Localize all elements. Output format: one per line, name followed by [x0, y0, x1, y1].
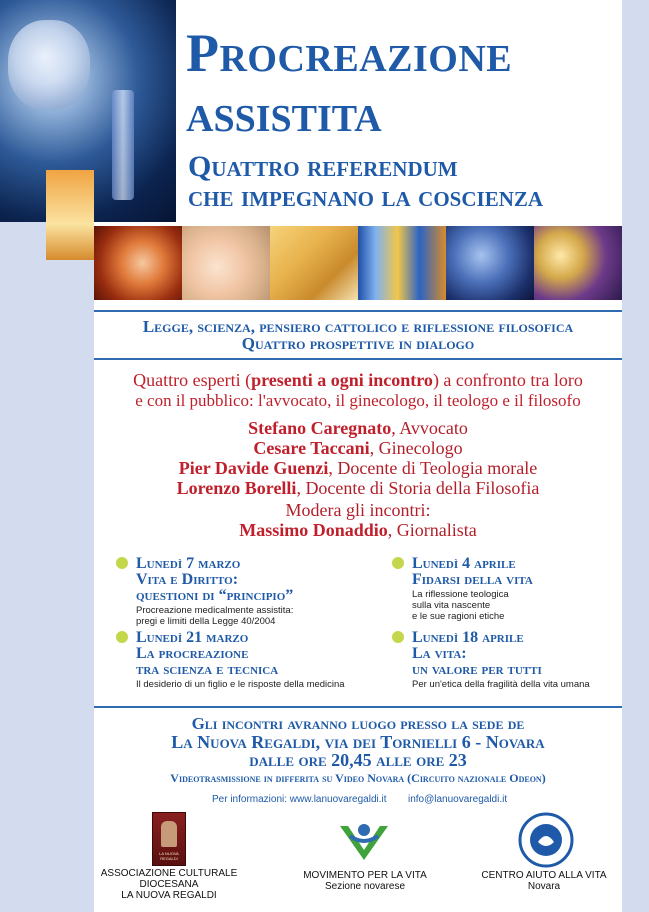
- theme-line1: Legge, scienza, pensiero cattolico e riflessione filosofica: [142, 317, 574, 336]
- nuova-regaldi-logo: [152, 812, 186, 866]
- glassware-photo: [270, 226, 358, 300]
- event-item: [116, 628, 366, 690]
- speaker-name: Lorenzo Borelli: [176, 478, 297, 498]
- organizer-caption: [94, 868, 244, 901]
- organizer-line: CENTRO AIUTO ALLA VITA: [481, 870, 607, 881]
- venue-line3: dalle ore 20,45 alle ore 23: [249, 750, 467, 770]
- event-date: Lunedì 7 marzo: [136, 555, 241, 572]
- intro-line2: e con il pubblico: l'avvocato, il ginecologo, il teologo e il filosofo: [135, 391, 581, 410]
- intro-text-bold: presenti a ogni incontro: [251, 370, 433, 390]
- bullet-dot-icon: [116, 631, 128, 643]
- colored-lights-photo: [534, 226, 622, 300]
- poster-subtitle-line2: che impegnano la coscienza: [188, 180, 544, 213]
- organizer-line: DIOCESANA: [139, 879, 199, 890]
- photo-strip: [94, 226, 622, 300]
- event-description: Procreazione medicalmente assistita:: [136, 605, 294, 616]
- embryo-photo: [94, 226, 182, 300]
- event-description: pregi e limiti della Legge 40/2004: [136, 616, 276, 627]
- organizer-caption: [290, 870, 440, 892]
- moderator-row: [94, 520, 622, 541]
- divider-theme: [94, 358, 622, 360]
- website-link[interactable]: Per informazioni: www.lanuovaregaldi.it: [212, 794, 387, 805]
- speaker-name: Cesare Taccani: [253, 438, 370, 458]
- event-description: La riflessione teologica: [412, 589, 509, 600]
- event-title: questioni di “principio”: [136, 587, 294, 604]
- event-date: Lunedì 21 marzo: [136, 629, 249, 646]
- organizer-line: Sezione novarese: [324, 881, 406, 892]
- moderator-label: [94, 500, 622, 521]
- speaker-role: , Avvocato: [391, 418, 468, 438]
- event-date: Lunedì 18 aprile: [412, 629, 524, 646]
- event-item: [392, 628, 612, 690]
- intro-text-post: ) a confronto tra loro: [432, 370, 583, 390]
- event-title: Vita e Diritto:: [136, 571, 239, 588]
- event-description: e le sue ragioni etiche: [412, 611, 505, 622]
- venue-line2: La Nuova Regaldi, via dei Tornielli 6 - Novara: [171, 732, 545, 752]
- bust-figure: [161, 821, 177, 847]
- divider-venue: [94, 706, 622, 708]
- bullet-dot-icon: [116, 557, 128, 569]
- event-title: Fidarsi della vita: [412, 571, 533, 588]
- right-side-band: [622, 0, 649, 912]
- event-item: [116, 554, 366, 630]
- event-title: La procreazione: [136, 645, 249, 662]
- test-tubes-photo: [358, 226, 446, 300]
- email-link[interactable]: info@lanuovaregaldi.it: [408, 794, 508, 805]
- moderator-name: Massimo Donaddio: [239, 520, 388, 540]
- event-item: [392, 554, 612, 630]
- event-description: Il desiderio di un figlio e le risposte della medicina: [136, 679, 345, 690]
- organizer-line: LA NUOVA REGALDI: [121, 890, 217, 901]
- event-title: tra scienza e tecnica: [136, 661, 279, 678]
- broadcast-note: Videotrasmissione in differita su Video Novara (Circuito nazionale Odeon): [170, 771, 546, 785]
- speaker-role: , Docente di Storia della Filosofia: [296, 478, 540, 498]
- organizer-line: ASSOCIAZIONE CULTURALE: [100, 868, 238, 879]
- speaker-row: [94, 458, 622, 479]
- speaker-row: [94, 438, 622, 459]
- intro-line1: [94, 370, 622, 391]
- event-title: un valore per tutti: [412, 661, 542, 678]
- researcher-figure: [8, 20, 90, 110]
- event-date: Lunedì 4 aprile: [412, 555, 516, 572]
- movimento-per-la-vita-logo: [336, 820, 392, 864]
- venue-line1: Gli incontri avranno luogo presso la sede de: [191, 714, 525, 733]
- speaker-name: Stefano Caregnato: [248, 418, 392, 438]
- speaker-row: [94, 478, 622, 499]
- theme-line2: Quattro prospettive in dialogo: [241, 334, 475, 353]
- logo-caption: LA NUOVA REGALDI: [159, 851, 179, 861]
- poster-title-line2: assistita: [186, 83, 382, 143]
- centro-aiuto-vita-logo: [518, 812, 574, 868]
- poster-title-line1: Procreazione: [186, 23, 513, 83]
- speaker-role: , Docente di Teologia morale: [328, 458, 538, 478]
- speaker-name: Pier Davide Guenzi: [178, 458, 329, 478]
- bullet-dot-icon: [392, 631, 404, 643]
- baby-photo: [182, 226, 270, 300]
- speaker-row: [94, 418, 622, 439]
- event-description: Per un'etica della fragilità della vita umana: [412, 679, 590, 690]
- event-description: sulla vita nascente: [412, 600, 491, 611]
- amber-photo-fragment: [46, 170, 94, 260]
- divider-top: [94, 310, 622, 312]
- intro-text-pre: Quattro esperti (: [133, 370, 252, 390]
- bullet-dot-icon: [392, 557, 404, 569]
- test-tube-figure: [112, 90, 134, 200]
- moderator-role: , Giornalista: [387, 520, 477, 540]
- organizer-line: MOVIMENTO PER LA VITA: [303, 870, 427, 881]
- lab-worker-photo: [446, 226, 534, 300]
- moderator-label-text: Modera gli incontri:: [285, 500, 431, 520]
- event-title: La vita:: [412, 645, 467, 662]
- organizer-line: Novara: [527, 881, 561, 892]
- poster-subtitle-line1: Quattro referendum: [188, 150, 458, 183]
- organizer-caption: [474, 870, 614, 892]
- speaker-role: , Ginecologo: [369, 438, 463, 458]
